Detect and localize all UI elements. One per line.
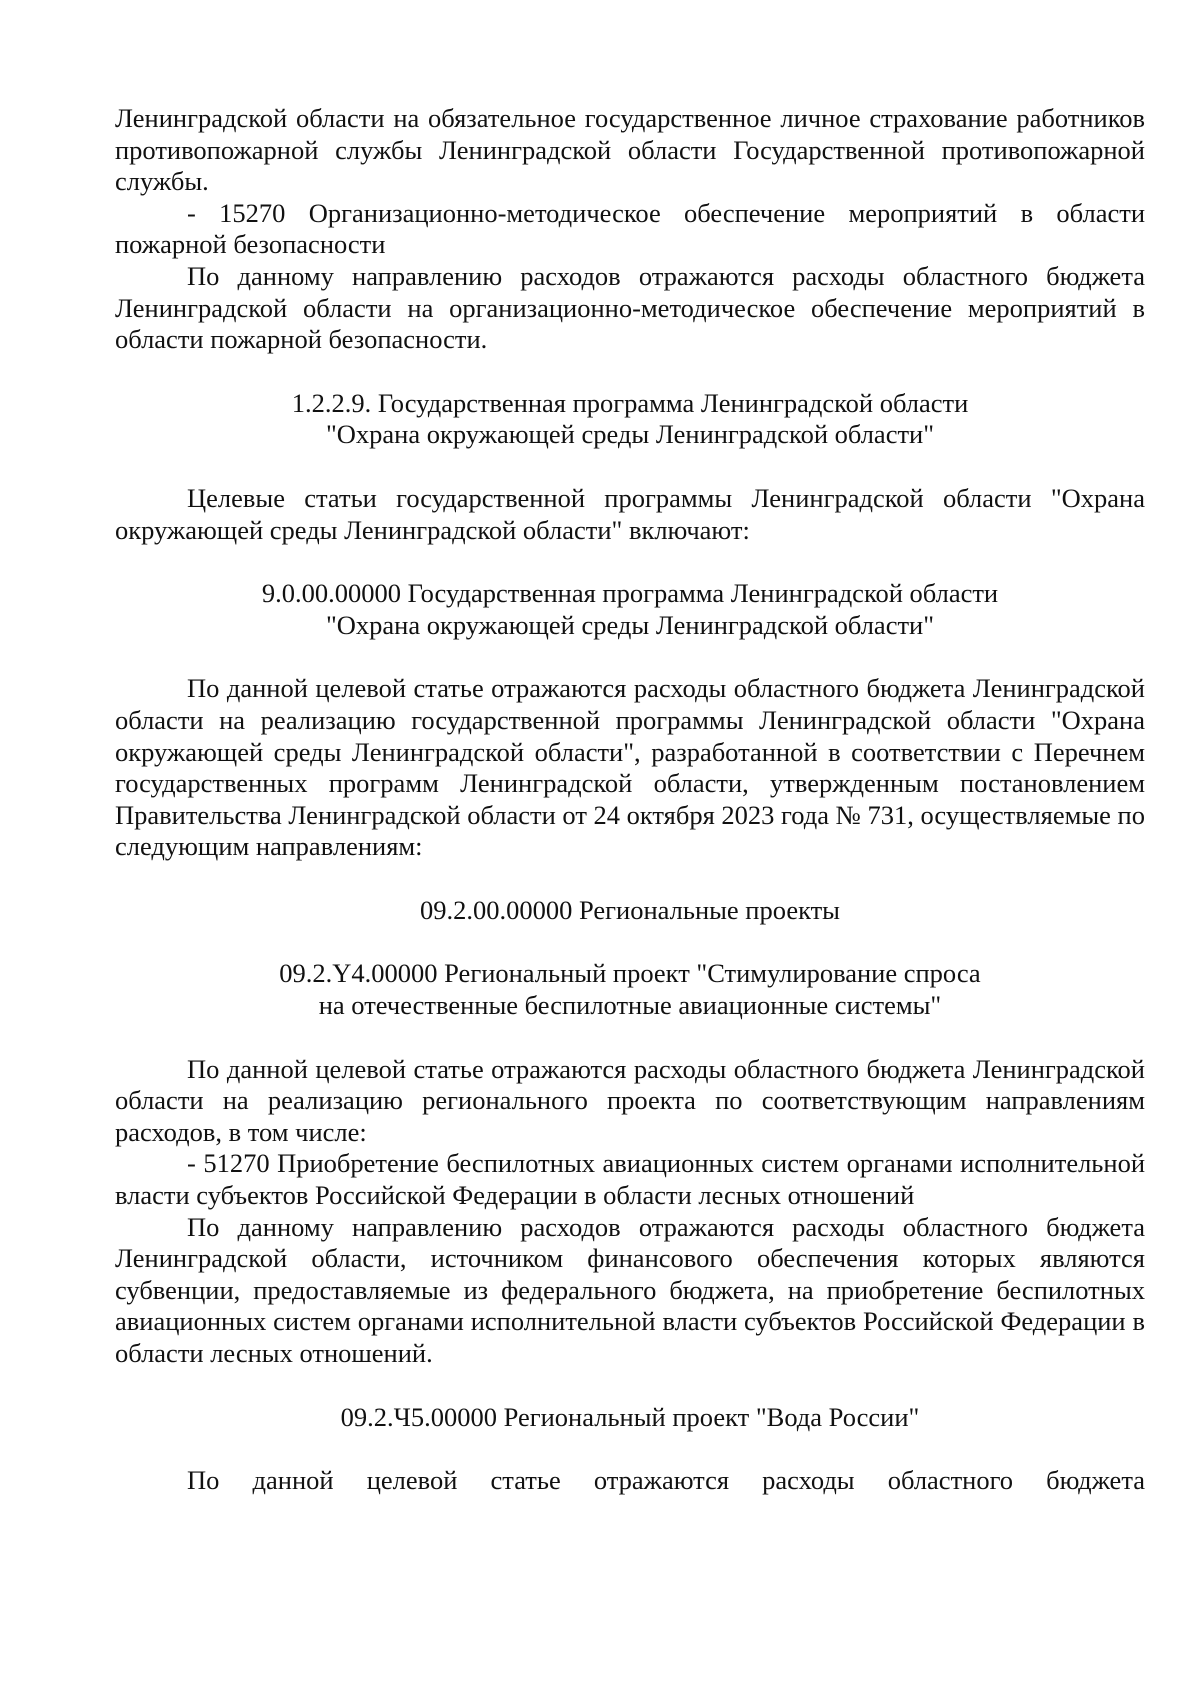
section-heading-line-2: "Охрана окружающей среды Ленинградской области" — [325, 419, 935, 450]
paragraph-program-description: По данной целевой статье отражаются расходы областного бюджета Ленинградской области на реализацию государственной программы Ленинградской области "Охрана окружающей среды Ленинградской области", разработанной в соответствии с Перечнем государственных программ Ленинградской области, утвержденным постановлением Правительства Ленинградской области от 24 октября 2023 года № 731, осуществляемые по следующим направлениям: — [115, 673, 1145, 862]
section-heading-line-1: 1.2.2.9. Государственная программа Ленинградской области — [291, 387, 969, 418]
project-y4-heading-line-2: на отечественные беспилотные авиационные системы" — [318, 990, 942, 1021]
program-heading-line-2: "Охрана окружающей среды Ленинградской области" — [325, 609, 935, 640]
project-y4-heading-line-1: 09.2.Y4.00000 Региональный проект "Стимулирование спроса — [279, 958, 981, 989]
paragraph-item-51270-description: По данному направлению расходов отражаются расходы областного бюджета Ленинградской области, источником финансового обеспечения которых являются субвенции, предоставляемые из федерального бюджета, на приобретение беспилотных авиационных систем органами исполнительной власти субъектов Российской Федерации в области лесных отношений. — [115, 1211, 1145, 1368]
paragraph-item-15270-description: По данному направлению расходов отражаются расходы областного бюджета Ленинградской области на организационно-методическое обеспечение мероприятий в области пожарной безопасности. — [115, 260, 1145, 355]
paragraph-target-articles: Целевые статьи государственной программы Ленинградской области "Охрана окружающей среды Ленинградской области" включают: — [115, 482, 1145, 545]
regional-projects-heading: 09.2.00.00000 Региональные проекты — [420, 894, 840, 925]
paragraph-project-ch5-description: По данной целевой статье отражаются расходы областного бюджета — [187, 1465, 1145, 1496]
paragraph-item-15270: - 15270 Организационно-методическое обеспечение мероприятий в области пожарной безопасности — [115, 197, 1145, 260]
project-ch5-heading: 09.2.Ч5.00000 Региональный проект "Вода России" — [340, 1401, 920, 1432]
paragraph-insurance: Ленинградской области на обязательное государственное личное страхование работников противопожарной службы Ленинградской области Государственной противопожарной службы. — [115, 103, 1145, 197]
paragraph-project-y4-description: По данной целевой статье отражаются расходы областного бюджета Ленинградской области на реализацию регионального проекта по соответствующим направлениям расходов, в том числе: — [115, 1053, 1145, 1147]
document-page — [115, 103, 1145, 1497]
paragraph-item-51270: - 51270 Приобретение беспилотных авиационных систем органами исполнительной власти субъектов Российской Федерации в области лесных отношений — [115, 1148, 1145, 1211]
program-heading-line-1: 9.0.00.00000 Государственная программа Ленинградской области — [261, 578, 999, 609]
